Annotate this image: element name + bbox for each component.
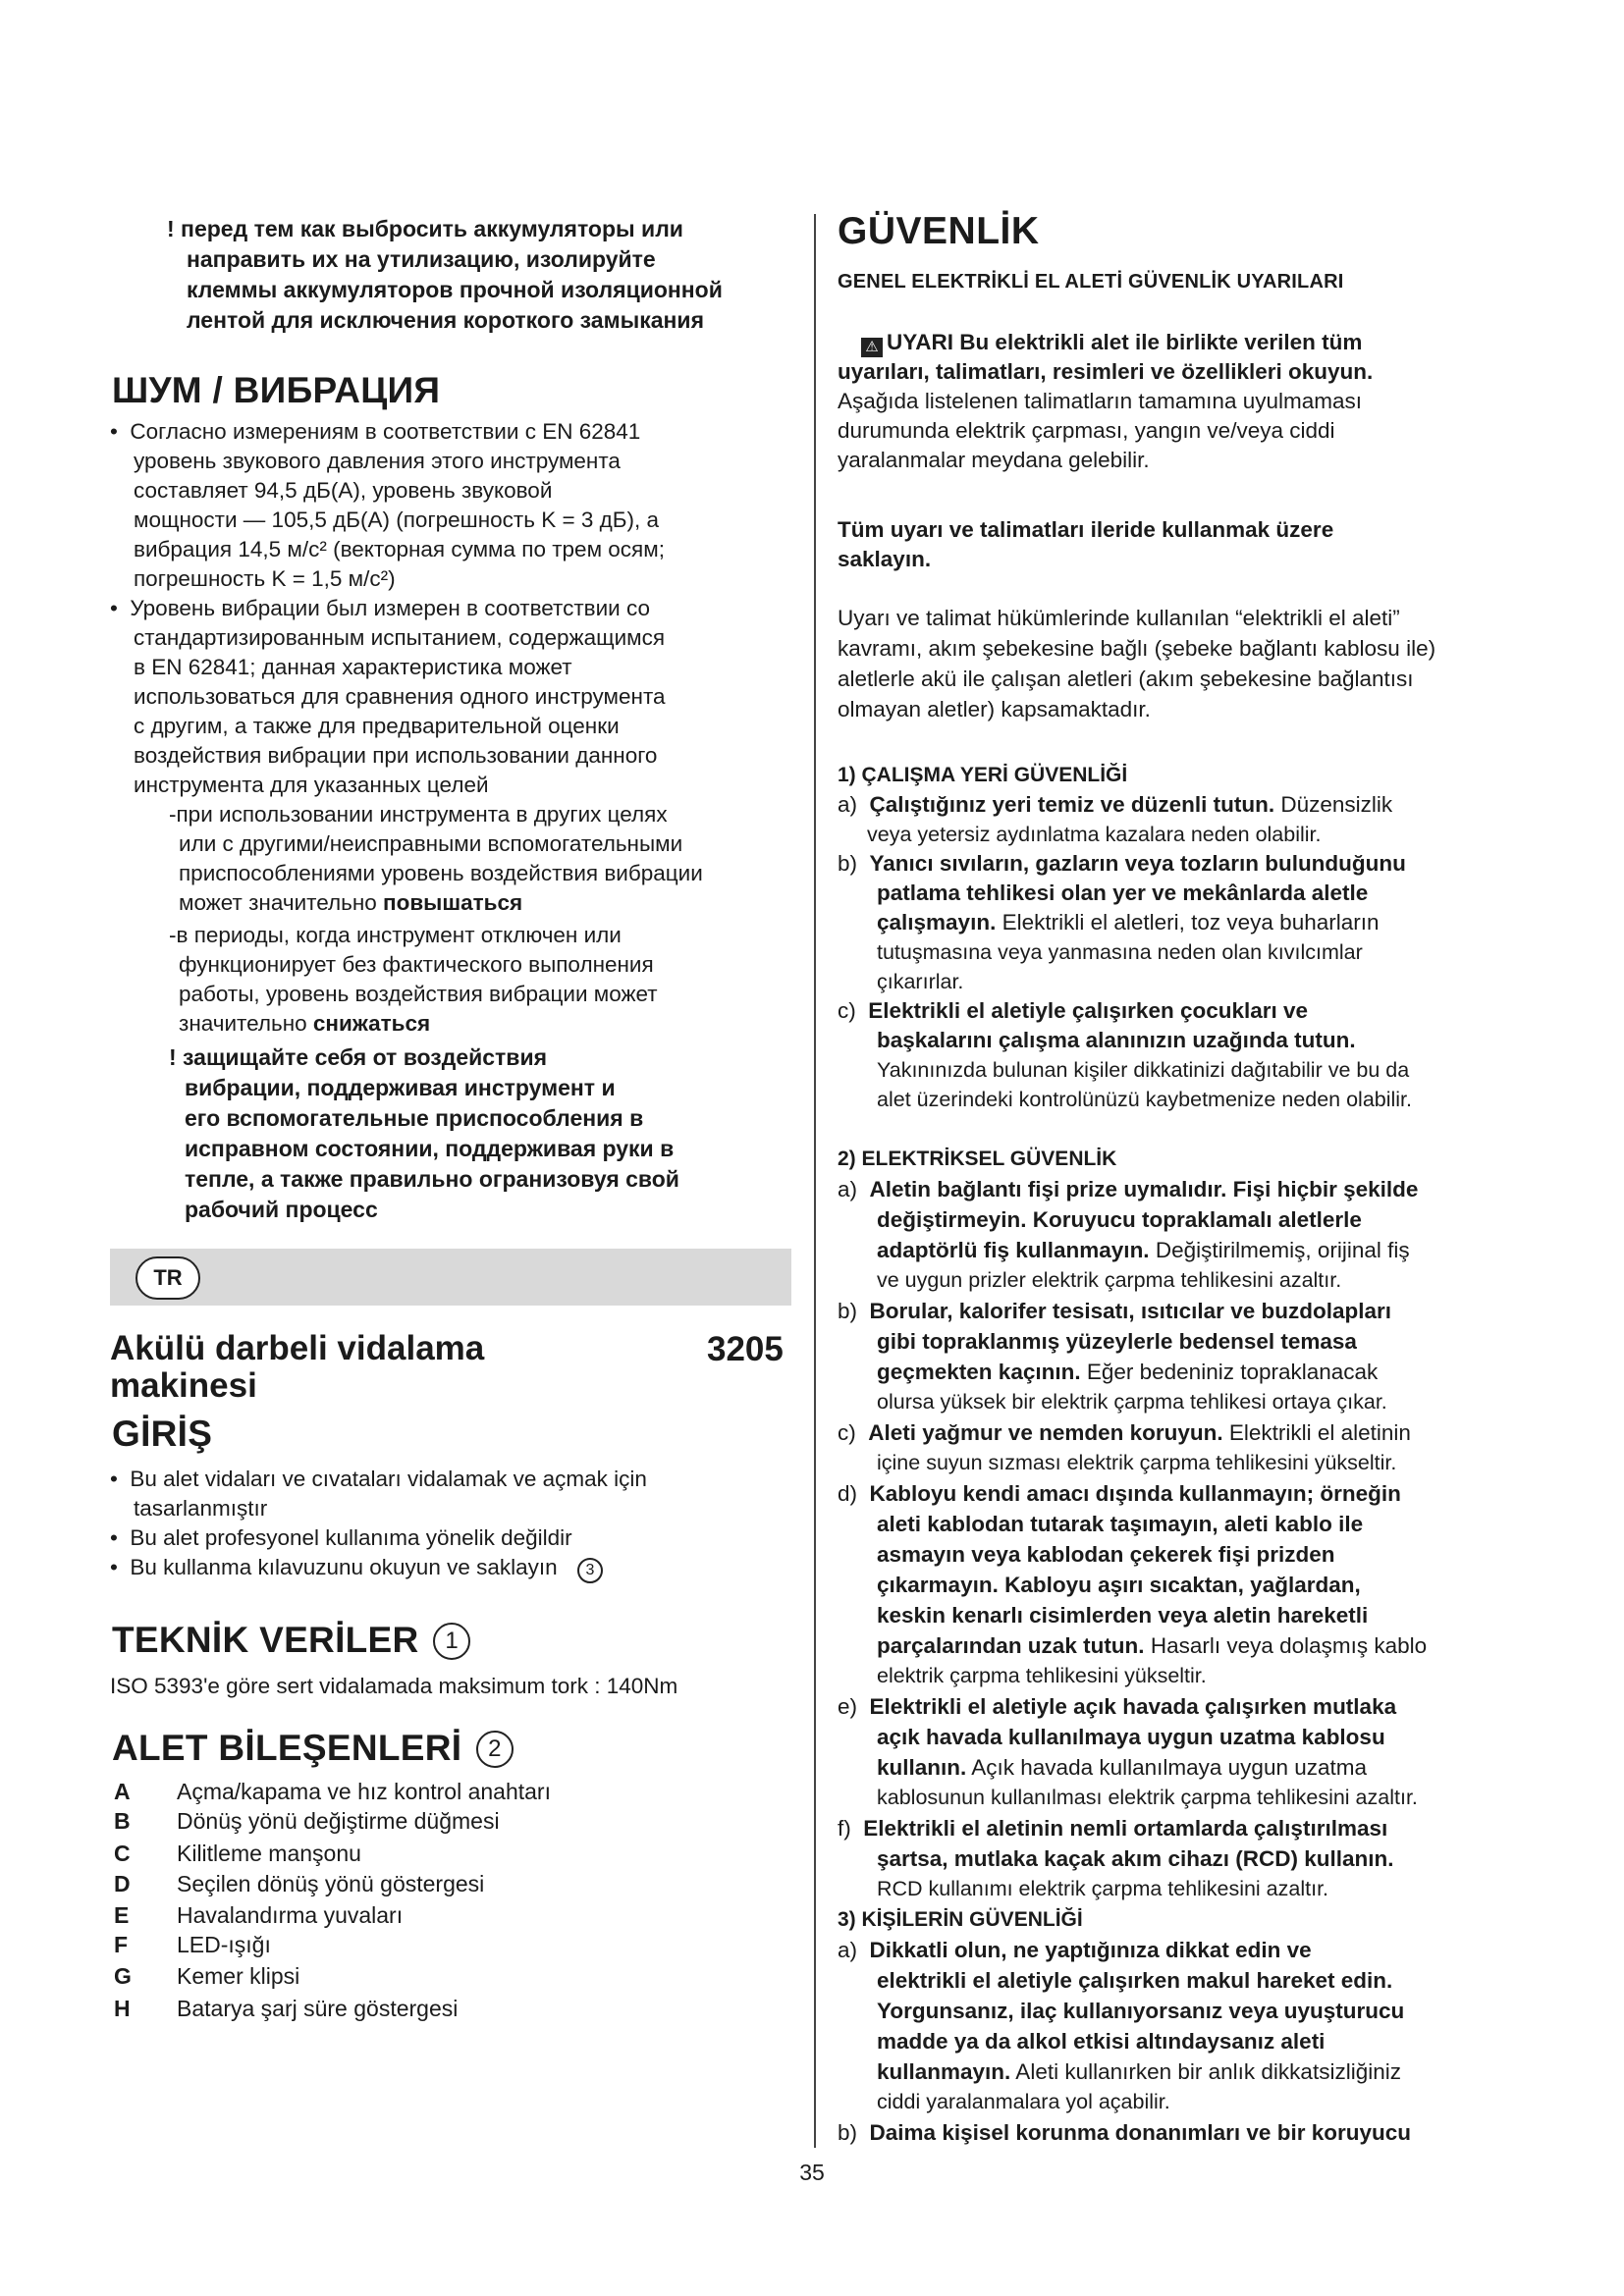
part-letter: C <box>114 1841 131 1866</box>
language-code-badge: TR <box>135 1256 200 1300</box>
part-label: Dönüş yönü değiştirme düğmesi <box>177 1808 500 1834</box>
column-divider <box>814 214 816 2148</box>
warning-triangle-icon: ⚠ <box>861 338 883 357</box>
section-2-heading: 2) ELEKTRİKSEL GÜVENLİK <box>838 1148 1117 1170</box>
part-label: Açma/kapama ve hız kontrol anahtarı <box>177 1779 551 1804</box>
work-area-safety-section: 1) ÇALIŞMA YERİ GÜVENLİĞİ a) Çalıştığınız yeri temiz ve düzenli tutun. Düzensizlik veya yetersiz aydınlatma kazalara neden olabilir. b) Yanıcı sıvıların, gazların veya tozların bulunduğunu patlama tehlikesi olan yer ve mekânlarda aletle çalışmayın. Elektrikli el aletleri, toz veya buharların tutuşmasına veya yanmasına neden olan kıvılcımlar çıkarırlar. c) Elektrikli el aletiyle çalışırken çocukları ve başkalarını çalışma alanınızın uzağında tutun. Yakınınızda bulunan kişiler dikkatinizi dağıtabilir ve bu da alet üzerindeki kontrolünüzü kaybetmenize neden olabilir. <box>838 761 1412 1114</box>
noise-vibration-heading: ШУМ / ВИБРАЦИЯ <box>112 370 441 410</box>
page-number: 35 <box>799 2160 825 2185</box>
vibration-protection-warning: ! защищайте себя от воздействия вибрации, поддерживая инструмент и его вспомогательные приспособления в исправном состоянии, поддерживая руки в тепле, а также правильно огранизовуя свой рабочий процесс <box>169 1044 679 1222</box>
section-1-heading: 1) ÇALIŞMA YERİ GÜVENLİĞİ <box>838 764 1128 786</box>
part-label: Havalandırma yuvaları <box>177 1902 404 1928</box>
figure-3-reference: 3 <box>577 1558 603 1583</box>
part-label: LED-ışığı <box>177 1932 271 1957</box>
part-letter: A <box>114 1779 131 1804</box>
vibration-increase-note: -при использовании инструмента в других целях или с другими/неисправными вспомогательными приспособлениями уровень воздействия вибрации может значительно повышаться <box>169 802 703 915</box>
figure-2-reference: 2 <box>476 1731 514 1768</box>
part-label: Kilitleme manşonu <box>177 1841 361 1866</box>
parts-heading: ALET BİLEŞENLERİ 2 <box>112 1728 514 1769</box>
part-letter: H <box>114 1996 131 2021</box>
part-label: Kemer klipsi <box>177 1963 300 1989</box>
power-tool-definition: Uyarı ve talimat hükümlerinde kullanılan “elektrikli el aleti” kavramı, akım şebekesine bağlı (şebeke bağlantı kablosu ile) aletlerle akü ile çalışan aletleri (akım şebekesine bağlantısı olmayan aletler) kapsamaktadır. <box>838 606 1436 721</box>
part-letter: B <box>114 1808 131 1834</box>
part-letter: F <box>114 1932 129 1957</box>
model-number: 3205 <box>707 1330 784 1368</box>
tech-data-heading: TEKNİK VERİLER 1 <box>112 1620 470 1661</box>
part-letter: E <box>114 1902 130 1928</box>
keep-instructions-note: Tüm uyarı ve talimatları ileride kullanmak üzere saklayın. <box>838 517 1334 571</box>
vibration-decrease-note: -в периоды, когда инструмент отключен или функционирует без фактического выполнения работы, уровень воздействия вибрации может значительно снижаться <box>169 923 658 1036</box>
personal-safety-section: 3) KİŞİLERİN GÜVENLİĞİ a) Dikkatli olun, ne yaptığınıza dikkat edin ve elektrikli el aletiyle çalışırken makul hareket edin. Yorgunsanız, ilaç kullanıyorsanız veya uyuşturucu madde ya da alkol etkisi altındaysanız aleti kullanmayın. Aleti kullanırken bir anlık dikkatsizliğiniz ciddi yaralanmalara yol açabilir. b) Daima kişisel korunma donanımları ve bir koruyucu <box>838 1904 1411 2148</box>
part-label: Batarya şarj süre göstergesi <box>177 1996 459 2021</box>
language-bar <box>110 1249 791 1306</box>
intro-heading: GİRİŞ <box>112 1414 213 1454</box>
safety-heading: GÜVENLİK <box>838 210 1040 252</box>
part-letter: D <box>114 1871 131 1896</box>
noise-bullet-1: • Согласно измерениям в соответствии с EN 62841 уровень звукового давления этого инструмента составляет 94,5 дБ(A), уровень звуковой мощности — 105,5 дБ(A) (погрешность K = 3 дБ), а вибрация 14,5 м/с² (векторная сумма по трем осям; погрешность K = 1,5 м/с²) <box>110 419 665 591</box>
torque-spec: ISO 5393'e göre sert vidalamada maksimum tork : 140Nm <box>110 1674 678 1698</box>
part-letter: G <box>114 1963 132 1989</box>
battery-disposal-warning: ! перед тем как выбросить аккумуляторы или направить их на утилизацию, изолируйте клеммы аккумуляторов прочной изоляционной лентой для исключения короткого замыкания <box>167 216 723 333</box>
electrical-safety-section: 2) ELEKTRİKSEL GÜVENLİK a) Aletin bağlantı fişi prize uymalıdır. Fişi hiçbir şekilde değiştirmeyin. Koruyucu topraklamalı aletlerle adaptörlü fiş kullanmayın. Değiştirilmemiş, orijinal fiş ve uygun prizler elektrik çarpma tehlikesini azaltır. b) Borular, kalorifer tesisatı, ısıtıcılar ve buzdolapları gibi topraklanmış yüzeylerle bedensel temasa geçmekten kaçının. Eğer bedeniniz topraklanacak olursa yüksek bir elektrik çarpma tehlikesi ortaya çıkar. c) Aleti yağmur ve nemden koruyun. Elektrikli el aletinin içine suyun sızması elektrik çarpma tehlikesini yükseltir. d) Kabloyu kendi amacı dışında kullanmayın; örneğin aleti kablodan tutarak taşımayın, aleti kablo ile asmayın veya kablodan çekerek fişi prizden çıkarmayın. Kabloyu aşırı sıcaktan, yağlardan, keskin kenarlı cisimlerden veya aletin hareketli parçalarından uzak tutun. Hasarlı veya dolaşmış kablo elektrik çarpma tehlikesini yükseltir. e) Elektrikli el aletiyle açık havada çalışırken mutlaka açık havada kullanılmaya uygun uzatma kablosu kullanın. Açık havada kullanılmaya uygun uzatma kablosunun kullanılması elektrik çarpma tehlikesini azaltır. f) Elektrikli el aletinin nemli ortamlarda çalıştırılması şartsa, mutlaka kaçak akım cihazı (RCD) kullanın. RCD kullanımı elektrik çarpma tehlikesini azaltır. <box>838 1144 1427 1904</box>
product-title: Akülü darbeli vidalama makinesi <box>110 1329 485 1405</box>
general-warning-block: ⚠ UYARI Bu elektrikli alet ile birlikte verilen tüm uyarıları, talimatları, resimleri ve özellikleri okuyun. Aşağıda listelenen talimatların tamamına uyulmaması durumunda elektrik çarpması, yangın ve/veya ciddi yaralanmalar meydana gelebilir. <box>838 330 1374 472</box>
section-3-heading: 3) KİŞİLERİN GÜVENLİĞİ <box>838 1908 1083 1931</box>
noise-bullet-2: • Уровень вибрации был измерен в соответствии со стандартизированным испытанием, содержащимся в EN 62841; данная характеристика может использоваться для сравнения одного инструмента с другим, а также для предварительной оценки воздействия вибрации при использовании данного инструмента для указанных целей <box>110 596 666 797</box>
figure-1-reference: 1 <box>433 1623 470 1660</box>
intro-list: • Bu alet vidaları ve cıvataları vidalamak ve açmak için tasarlanmıştır • Bu alet profesyonel kullanıma yönelik değildir • Bu kullanma kılavuzunu okuyun ve saklayın 3 <box>110 1465 797 1583</box>
general-safety-subheading: GENEL ELEKTRİKLİ EL ALETİ GÜVENLİK UYARILARI <box>838 271 1344 293</box>
part-label: Seçilen dönüş yönü göstergesi <box>177 1871 485 1896</box>
